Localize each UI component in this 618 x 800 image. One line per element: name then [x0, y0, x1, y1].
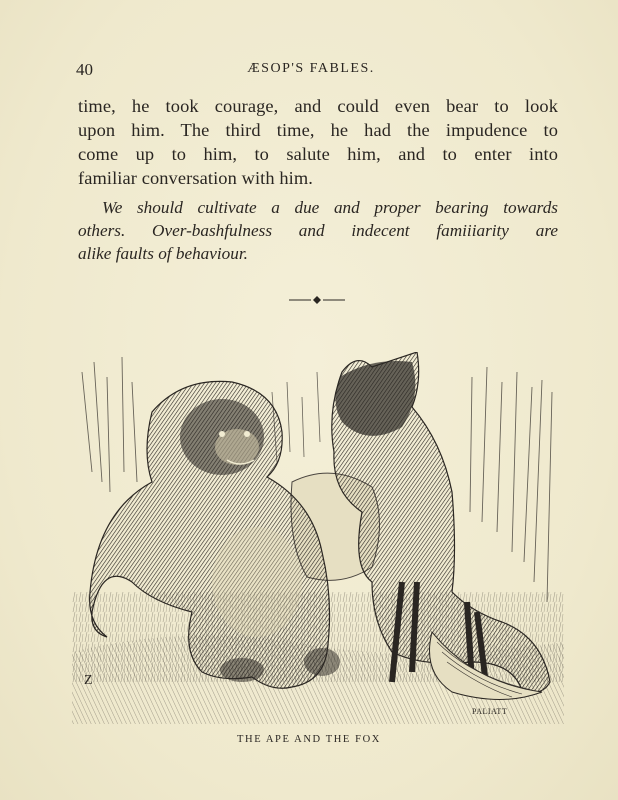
text-line: time, he took courage, and could even bear to look: [78, 96, 558, 116]
moral-line: We should cultivate a due and proper bearing towards: [102, 198, 558, 217]
fable-text: [78, 94, 558, 190]
illustration-caption: THE APE AND THE FOX: [237, 734, 381, 745]
running-head: ÆSOP'S FABLES.: [247, 61, 375, 76]
text-line: come up to him, to salute him, and to enter into: [78, 144, 558, 164]
page-number: 40: [76, 60, 93, 79]
moral-line: alike faults of behaviour.: [78, 244, 248, 263]
artist-initial: Z: [84, 673, 93, 688]
divider-ornament: [289, 294, 345, 306]
text-line: familiar conversation with him.: [78, 168, 313, 188]
ape-and-fox-engraving: [72, 352, 564, 724]
engraver-signature: PALIATT: [472, 707, 508, 716]
moral-line: others. Over-bashfulness and indecent famiiiarity are: [78, 221, 558, 240]
page-header: [76, 60, 546, 80]
moral-text: [78, 196, 558, 265]
text-line: upon him. The third time, he had the impudence to: [78, 120, 558, 140]
